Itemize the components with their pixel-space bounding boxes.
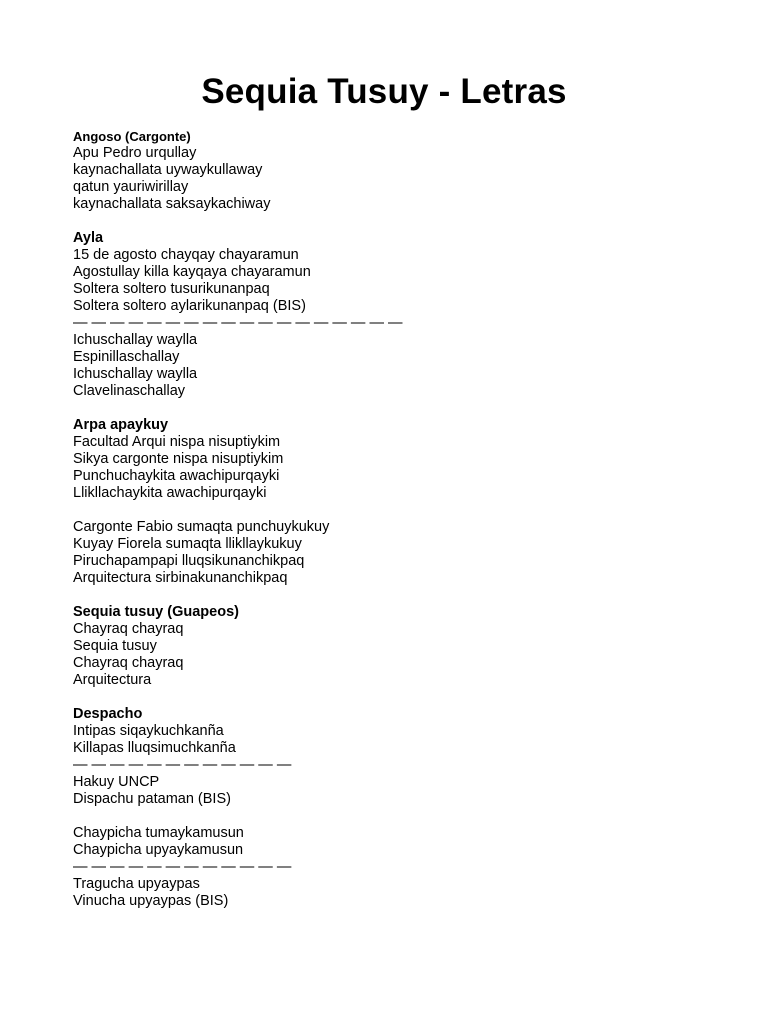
lyric-line: Punchuchaykita awachipurqayki (73, 468, 280, 484)
lyrics-section (73, 417, 713, 587)
lyrics-section (73, 230, 713, 400)
section-heading: Arpa apaykuy (73, 417, 169, 433)
lyric-line: Soltera soltero aylarikunanpaq (BIS) (73, 298, 306, 314)
lyric-line: Facultad Arqui nispa nisuptiykim (73, 434, 281, 450)
lyric-line: Cargonte Fabio sumaqta punchuykukuy (73, 519, 330, 535)
section-heading: Ayla (73, 230, 104, 246)
section-heading: Angoso (Cargonte) (73, 129, 191, 144)
lyrics-body (73, 128, 713, 927)
lyric-line: kaynachallata saksaykachiway (73, 196, 271, 212)
lyric-line: Vinucha upyaypas (BIS) (73, 893, 229, 909)
lyric-line: Agostullay killa kayqaya chayaramun (73, 264, 311, 280)
lyric-line: Kuyay Fiorela sumaqta llikllaykukuy (73, 536, 302, 552)
lyric-line: Apu Pedro urqullay (73, 145, 197, 161)
divider-line: — — — — — — — — — — — — — — — — — — (73, 315, 403, 331)
lyric-line: Espinillaschallay (73, 349, 180, 365)
lyric-line: Tragucha upyaypas (73, 876, 200, 892)
section-heading: Despacho (73, 706, 143, 722)
divider-line: — — — — — — — — — — — — (73, 859, 292, 875)
section-heading: Sequia tusuy (Guapeos) (73, 604, 239, 620)
lyric-line: kaynachallata uywaykullaway (73, 162, 263, 178)
page-title: Sequia Tusuy - Letras (201, 72, 567, 111)
lyric-line: Chayraq chayraq (73, 621, 184, 637)
lyric-line: Ichuschallay waylla (73, 332, 198, 348)
lyric-line: Chaypicha upyaykamusun (73, 842, 244, 858)
stanza-break (73, 808, 713, 825)
lyric-line: Intipas siqaykuchkanña (73, 723, 224, 739)
lyric-line: Llikllachaykita awachipurqayki (73, 485, 267, 501)
lyric-line: Arquitectura sirbinakunanchikpaq (73, 570, 288, 586)
lyric-line: Sequia tusuy (73, 638, 157, 654)
lyrics-section (73, 604, 713, 689)
lyric-line: Soltera soltero tusurikunanpaq (73, 281, 270, 297)
lyric-line: Hakuy UNCP (73, 774, 160, 790)
lyric-line: Chaypicha tumaykamusun (73, 825, 244, 841)
lyric-line: 15 de agosto chayqay chayaramun (73, 247, 299, 263)
lyrics-section (73, 706, 713, 910)
lyric-line: Clavelinaschallay (73, 383, 186, 399)
divider-line: — — — — — — — — — — — — (73, 757, 292, 773)
lyric-line: qatun yauriwirillay (73, 179, 189, 195)
lyric-line: Sikya cargonte nispa nisuptiykim (73, 451, 284, 467)
lyric-line: Arquitectura (73, 672, 152, 688)
lyric-line: Piruchapampapi lluqsikunanchikpaq (73, 553, 305, 569)
stanza-break (73, 502, 713, 519)
lyric-line: Ichuschallay waylla (73, 366, 198, 382)
lyrics-section (73, 128, 713, 213)
lyric-line: Dispachu pataman (BIS) (73, 791, 231, 807)
lyric-line: Killapas lluqsimuchkanña (73, 740, 236, 756)
lyric-line: Chayraq chayraq (73, 655, 184, 671)
